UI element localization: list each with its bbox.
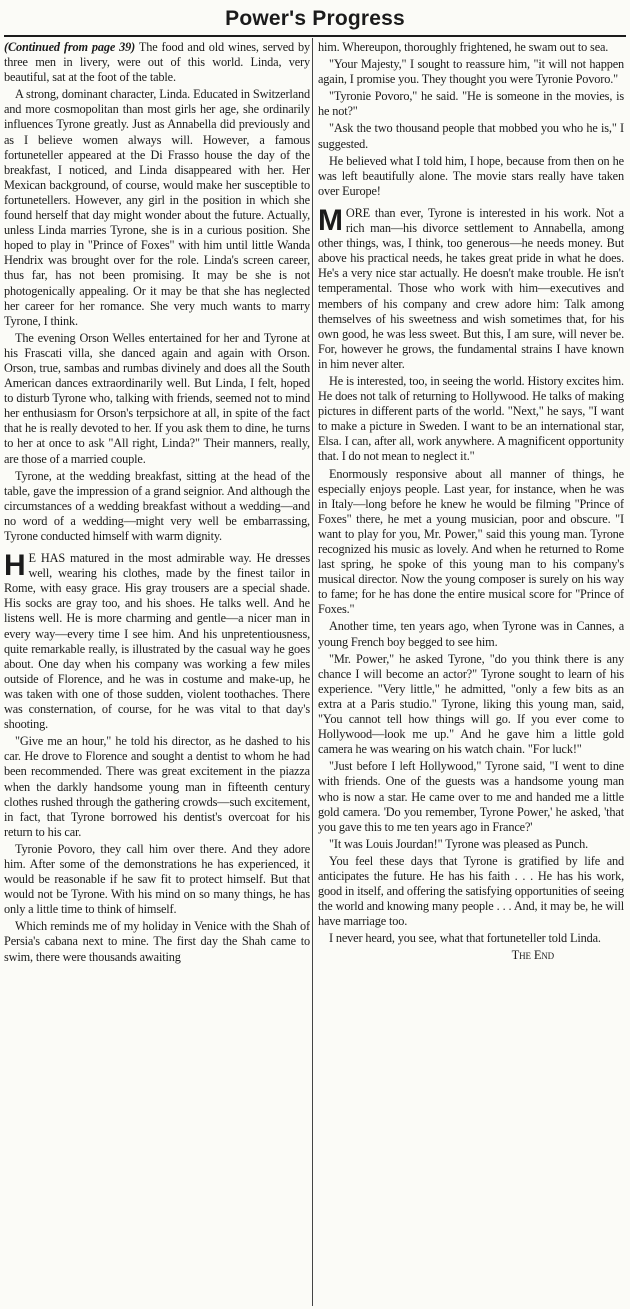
title-rule bbox=[4, 35, 626, 37]
paragraph: The evening Orson Welles entertained for her and Tyrone at his Frascati villa, she danced again and again with Orson. Orson, true, sambas and rumbas divinely and does all the South American dances extraordinarily well. But Linda, I felt, hoped to disturb Tyrone who, talking with friends, seemed not to mind her enthusiasm for Orson's terpsichore at all, in spite of the fact that he is really devoted to her. If you ask them to dine, he turns to her at once to ask "All right, Linda?" Their manners, really, are those of a married couple. bbox=[4, 330, 310, 466]
paragraph: "Your Majesty," I sought to reassure him, "it will not happen again, I promise you. They thought you were Tyronie Povoro." bbox=[318, 57, 624, 87]
left-column bbox=[4, 40, 310, 1306]
continued-note: (Continued from page 39) bbox=[4, 40, 136, 54]
paragraph: "Ask the two thousand people that mobbed you who he is," I suggested. bbox=[318, 121, 624, 151]
section-paragraph: MORE than ever, Tyrone is interested in his work. Not a rich man—his divorce settlement to Annabella, among other things, was, I think, too generous—he needs money. But above his practical needs, he takes great pride in what he does. He's a very nice star actually. He doesn't make trouble. He isn't temperamental. Those who work with him—executives and members of his company and crew adore him: Talk among themselves of his sweetness and wish sometimes that, for his own good, he was less sweet. But this, I am sure, will never be. For, however he grows, the fundamental strains I have known in him never alter. bbox=[318, 203, 624, 371]
paragraph: "Just before I left Hollywood," Tyrone said, "I went to dine with friends. One of the guests was a handsome young man who is now a star. He came over to me and handed me a little gold camera. 'Do you remember, Tyrone Power,' he asked, 'that you gave this to me ten years ago in France?' bbox=[318, 759, 624, 834]
paragraph: He believed what I told him, I hope, because from then on he was left beautifully alone. The movie stars really have taken over Europe! bbox=[318, 153, 624, 198]
paragraph: "Give me an hour," he told his director, as he dashed to his car. He drove to Florence and sought a dentist to whom he had been recommended. There was great excitement in the piazza when the darkly handsome young man in fifteenth century clothes rushed through the gathering crowds—such excitement, in fact, that Tyrone borrowed his dentist's overcoat for his return to his car. bbox=[4, 734, 310, 839]
paragraph: A strong, dominant character, Linda. Educated in Switzerland and more cosmopolitan than most girls her age, she ordinarily influences Tyrone greatly. Just as Annabella did previously and as I believe women always will. However, a famous fortuneteller appeared at the Di Frasso house the day of the breakfast, I noticed, and Linda disappeared with her. Her Mexican background, of course, would make her susceptible to fortunetellers. However, any girl in the position in which she found herself that day might wonder about the future. Actually, unless Linda marries Tyrone, she is in a curious position. She hoped to play in "Prince of Foxes" with him until little Wanda Hendrix was brought over for the role. Linda's screen career, thus far, has not been promising. It may be she is not photogenically appealing. Or it may be that she has neglected her career for her romance. She very much wants to marry Tyrone, I think. bbox=[4, 87, 310, 328]
paragraph: him. Whereupon, thoroughly frightened, he swam out to sea. bbox=[318, 40, 609, 54]
paragraph: You feel these days that Tyrone is gratified by life and anticipates the future. He has his faith . . . He has his work, good in itself, and offering the satisfying opportunities of seeing the world and knowing many people . . . And, it may be, he will have marriage too. bbox=[318, 853, 624, 929]
paragraph: "Tyronie Povoro," he said. "He is someone in the movies, is he not?" bbox=[318, 89, 624, 119]
drop-cap: M bbox=[318, 203, 343, 237]
paragraph: I never heard, you see, what that fortuneteller told Linda. bbox=[329, 931, 601, 946]
article-title: Power's Progress bbox=[225, 7, 405, 30]
paragraph: He is interested, too, in seeing the world. History excites him. He does not talk of returning to Hollywood. He talks of making pictures in different parts of the world. "Next," he says, "I want to make a picture in Sweden. I want to be an international star, Elsa. I can, after all, work anywhere. A magnificent opportunity that. I do not mean to neglect it." bbox=[318, 373, 624, 464]
paragraph: Another time, ten years ago, when Tyrone was in Cannes, a young French boy begged to see him. bbox=[318, 619, 624, 649]
paragraph: Tyrone, at the wedding breakfast, sitting at the head of the table, gave the impression of a grand seignior. And although the circumstances of a wedding breakfast without a wedding—and no word of a wedding—might very well be embarrassing, Tyrone conducted himself with warm dignity. bbox=[4, 468, 310, 543]
paragraph: Tyronie Povoro, they call him over there. And they adore him. After some of the demonstrations he has experienced, it would be reasonable if he saw fit to protect himself. But that would not be Tyrone. With his mind on so many things, he has only a little time to think of himself. bbox=[4, 841, 310, 917]
paragraph: Which reminds me of my holiday in Venice with the Shah of Persia's cabana next to mine. The first day the Shah came to swim, there were thousands awaiting bbox=[4, 919, 310, 964]
paragraph: "It was Louis Jourdan!" Tyrone was pleased as Punch. bbox=[329, 836, 588, 851]
column-divider bbox=[312, 38, 313, 1306]
drop-cap: H bbox=[4, 549, 26, 583]
paragraph: Enormously responsive about all manner of things, he especially enjoys people. Last year, for instance, when he was in Italy—long before he knew he would be filming "Prince of Foxes" there, he met a young musician, poor and obscure. "I want to play for you, Mr. Power," said this young man. Tyrone recognized his music as lovely. And when he returned to Rome last spring, he spoke of this young man to his company's musical director. Now the young composer is surely on his way to fame; for he has done the entire musical score for "Prince of Foxes." bbox=[318, 466, 624, 617]
section-paragraph: H E HAS matured in the most admirable way. He dresses well, wearing his clothes, made by the finest tailor in Rome, with easy grace. His gray trousers are a special shade. His socks are gray too, and his shoes. He talks well. And he listens well. He is more charming and gentle—a nicer man in every way—every time I see him. And his unpretentiousness, quite remarkable really, is illustrated by the casual way he goes about. One day when his company was working a few miles outside of Florence, and he was in costume and make-up, he was taken with one of those sudden, violent toothaches. There was consternation, of course, for he was vital to that day's shooting. bbox=[4, 549, 310, 732]
paragraph: "Mr. Power," he asked Tyrone, "do you think there is any chance I will become an actor?" Tyrone sought to learn of his experience. "Very little," he admitted, "only a few bits as an extra at a Paris studio." Tyrone, liking this young man, said, "You cannot tell how things will go. If you ever come to Hollywood—look me up." And he gave him a little gold camera he was wearing on his watch chain. "For luck!" bbox=[318, 651, 624, 757]
right-column bbox=[318, 40, 624, 1306]
end-mark: The End bbox=[511, 948, 554, 963]
paragraph: (Continued from page 39) The food and old wines, served by three men in livery, were out of this world. Linda, very beautiful, sat at the foot of the table. bbox=[4, 40, 310, 85]
